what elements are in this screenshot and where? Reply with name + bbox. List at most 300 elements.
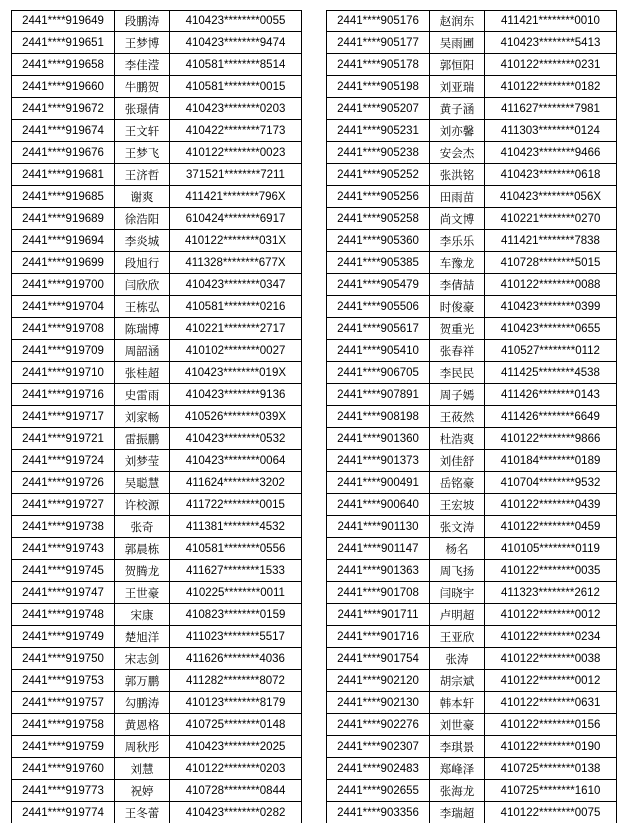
account-number-cell: 2441****919726 [12, 472, 115, 494]
id-number-cell: 410423********9136 [170, 384, 302, 406]
table-row [327, 76, 617, 98]
table-row [12, 340, 302, 362]
table-row [12, 494, 302, 516]
name-cell: 许校源 [115, 494, 170, 516]
table-row [12, 604, 302, 626]
id-number-cell: 410225********0011 [170, 582, 302, 604]
id-number-cell: 410725********1610 [485, 780, 617, 802]
id-number-cell: 411381********4532 [170, 516, 302, 538]
name-cell: 贺腾龙 [115, 560, 170, 582]
table-row [12, 142, 302, 164]
account-number-cell: 2441****905360 [327, 230, 430, 252]
id-number-cell: 410221********2717 [170, 318, 302, 340]
name-cell: 刘佳舒 [430, 450, 485, 472]
table-row [327, 362, 617, 384]
account-number-cell: 2441****905231 [327, 120, 430, 142]
id-number-cell: 410423********0203 [170, 98, 302, 120]
account-number-cell: 2441****905176 [327, 11, 430, 32]
name-cell: 李乐乐 [430, 230, 485, 252]
account-number-cell: 2441****919749 [12, 626, 115, 648]
name-cell: 刘慧 [115, 758, 170, 780]
name-cell: 刘家畅 [115, 406, 170, 428]
name-cell: 黄恩格 [115, 714, 170, 736]
name-cell: 闫欣欣 [115, 274, 170, 296]
name-cell: 李倩喆 [430, 274, 485, 296]
id-number-cell: 410526********039X [170, 406, 302, 428]
account-number-cell: 2441****919760 [12, 758, 115, 780]
name-cell: 张春祥 [430, 340, 485, 362]
id-number-cell: 610424********6917 [170, 208, 302, 230]
account-number-cell: 2441****919717 [12, 406, 115, 428]
name-cell: 岳铭豪 [430, 472, 485, 494]
id-number-cell: 410704********9532 [485, 472, 617, 494]
name-cell: 张涛 [430, 648, 485, 670]
table-row [327, 208, 617, 230]
name-cell: 王莜然 [430, 406, 485, 428]
name-cell: 卢明超 [430, 604, 485, 626]
name-cell: 李佳滢 [115, 54, 170, 76]
id-number-cell: 410122********0459 [485, 516, 617, 538]
name-cell: 刘梦莹 [115, 450, 170, 472]
id-number-cell: 410122********0075 [485, 802, 617, 824]
account-number-cell: 2441****901716 [327, 626, 430, 648]
name-cell: 宋康 [115, 604, 170, 626]
name-cell: 胡宗斌 [430, 670, 485, 692]
roster-table-left [11, 10, 302, 824]
account-number-cell: 2441****919757 [12, 692, 115, 714]
name-cell: 吴雨圃 [430, 32, 485, 54]
id-number-cell: 410122********0203 [170, 758, 302, 780]
id-number-cell: 410423********0347 [170, 274, 302, 296]
name-cell: 刘亚瑞 [430, 76, 485, 98]
table-row [327, 164, 617, 186]
account-number-cell: 2441****908198 [327, 406, 430, 428]
table-row [327, 11, 617, 32]
table-row [327, 230, 617, 252]
id-number-cell: 410728********0844 [170, 780, 302, 802]
name-cell: 陈瑞博 [115, 318, 170, 340]
table-row [327, 582, 617, 604]
account-number-cell: 2441****919759 [12, 736, 115, 758]
table-row [12, 626, 302, 648]
id-number-cell: 410122********0088 [485, 274, 617, 296]
id-number-cell: 411328********677X [170, 252, 302, 274]
id-number-cell: 410123********8179 [170, 692, 302, 714]
table-row [12, 384, 302, 406]
account-number-cell: 2441****900491 [327, 472, 430, 494]
account-number-cell: 2441****919704 [12, 296, 115, 318]
account-number-cell: 2441****919658 [12, 54, 115, 76]
table-row [12, 714, 302, 736]
name-cell: 周飞扬 [430, 560, 485, 582]
name-cell: 韩本轩 [430, 692, 485, 714]
account-number-cell: 2441****901708 [327, 582, 430, 604]
account-number-cell: 2441****919747 [12, 582, 115, 604]
table-row [12, 538, 302, 560]
account-number-cell: 2441****905177 [327, 32, 430, 54]
account-number-cell: 2441****919753 [12, 670, 115, 692]
table-row [12, 582, 302, 604]
table-row [327, 714, 617, 736]
account-number-cell: 2441****919745 [12, 560, 115, 582]
name-cell: 时俊豪 [430, 296, 485, 318]
name-cell: 郭万鹏 [115, 670, 170, 692]
name-cell: 张璟倩 [115, 98, 170, 120]
name-cell: 李民民 [430, 362, 485, 384]
name-cell: 谢爽 [115, 186, 170, 208]
id-number-cell: 411426********6649 [485, 406, 617, 428]
table-row [327, 758, 617, 780]
account-number-cell: 2441****905207 [327, 98, 430, 120]
account-number-cell: 2441****919699 [12, 252, 115, 274]
account-number-cell: 2441****919738 [12, 516, 115, 538]
name-cell: 安会杰 [430, 142, 485, 164]
name-cell: 徐浩阳 [115, 208, 170, 230]
name-cell: 段鹏涛 [115, 11, 170, 32]
id-number-cell: 410122********0182 [485, 76, 617, 98]
table-row [327, 32, 617, 54]
name-cell: 张海龙 [430, 780, 485, 802]
table-row [12, 120, 302, 142]
account-number-cell: 2441****919672 [12, 98, 115, 120]
name-cell: 刘世豪 [430, 714, 485, 736]
table-row [12, 186, 302, 208]
id-number-cell: 410423********019X [170, 362, 302, 384]
id-number-cell: 410527********0112 [485, 340, 617, 362]
table-row [12, 406, 302, 428]
account-number-cell: 2441****905198 [327, 76, 430, 98]
account-number-cell: 2441****919708 [12, 318, 115, 340]
page-bottom-edge [0, 823, 635, 830]
table-row [327, 670, 617, 692]
name-cell: 郭恒阳 [430, 54, 485, 76]
table-row [12, 98, 302, 120]
table-row [12, 54, 302, 76]
id-number-cell: 410423********0618 [485, 164, 617, 186]
name-cell: 张洪铭 [430, 164, 485, 186]
id-number-cell: 410423********0399 [485, 296, 617, 318]
table-row [327, 54, 617, 76]
table-row [12, 11, 302, 32]
table-row [327, 274, 617, 296]
id-number-cell: 410102********0027 [170, 340, 302, 362]
id-number-cell: 411624********3202 [170, 472, 302, 494]
account-number-cell: 2441****900640 [327, 494, 430, 516]
account-number-cell: 2441****919709 [12, 340, 115, 362]
table-row [12, 560, 302, 582]
table-row [12, 670, 302, 692]
table-row [327, 648, 617, 670]
id-number-cell: 410122********031X [170, 230, 302, 252]
table-row [327, 472, 617, 494]
account-number-cell: 2441****902483 [327, 758, 430, 780]
name-cell: 闫晓宇 [430, 582, 485, 604]
table-row [327, 692, 617, 714]
account-number-cell: 2441****905252 [327, 164, 430, 186]
account-number-cell: 2441****919681 [12, 164, 115, 186]
id-number-cell: 411421********7838 [485, 230, 617, 252]
table-row [12, 780, 302, 802]
table-row [12, 296, 302, 318]
id-number-cell: 410423********0532 [170, 428, 302, 450]
table-row [12, 692, 302, 714]
name-cell: 王冬蕾 [115, 802, 170, 824]
account-number-cell: 2441****919649 [12, 11, 115, 32]
table-row [327, 120, 617, 142]
id-number-cell: 410423********0655 [485, 318, 617, 340]
table-row [327, 736, 617, 758]
table-row [327, 252, 617, 274]
table-row [12, 230, 302, 252]
table-row [12, 758, 302, 780]
name-cell: 宋志剑 [115, 648, 170, 670]
name-cell: 赵润东 [430, 11, 485, 32]
account-number-cell: 2441****905256 [327, 186, 430, 208]
id-number-cell: 411722********0015 [170, 494, 302, 516]
id-number-cell: 410423********056X [485, 186, 617, 208]
name-cell: 牛鹏贺 [115, 76, 170, 98]
account-number-cell: 2441****919674 [12, 120, 115, 142]
account-number-cell: 2441****919710 [12, 362, 115, 384]
id-number-cell: 410122********0038 [485, 648, 617, 670]
table-row [12, 252, 302, 274]
id-number-cell: 410581********8514 [170, 54, 302, 76]
table-row [327, 626, 617, 648]
id-number-cell: 411425********4538 [485, 362, 617, 384]
table-row [12, 208, 302, 230]
name-cell: 田雨苗 [430, 186, 485, 208]
name-cell: 张奇 [115, 516, 170, 538]
id-number-cell: 410423********0064 [170, 450, 302, 472]
name-cell: 黄子涵 [430, 98, 485, 120]
account-number-cell: 2441****919724 [12, 450, 115, 472]
name-cell: 杜浩爽 [430, 428, 485, 450]
table-row [12, 76, 302, 98]
id-number-cell: 410725********0148 [170, 714, 302, 736]
account-number-cell: 2441****919721 [12, 428, 115, 450]
id-number-cell: 410122********0012 [485, 670, 617, 692]
name-cell: 王宏坡 [430, 494, 485, 516]
account-number-cell: 2441****906705 [327, 362, 430, 384]
roster-table-right-body [327, 11, 617, 824]
table-row [327, 318, 617, 340]
id-number-cell: 411626********4036 [170, 648, 302, 670]
name-cell: 祝婷 [115, 780, 170, 802]
id-number-cell: 410823********0159 [170, 604, 302, 626]
id-number-cell: 410221********0270 [485, 208, 617, 230]
table-row [327, 406, 617, 428]
account-number-cell: 2441****919748 [12, 604, 115, 626]
id-number-cell: 410122********0439 [485, 494, 617, 516]
account-number-cell: 2441****902655 [327, 780, 430, 802]
account-number-cell: 2441****919700 [12, 274, 115, 296]
id-number-cell: 410423********0282 [170, 802, 302, 824]
table-row [12, 802, 302, 824]
account-number-cell: 2441****901130 [327, 516, 430, 538]
name-cell: 李瑞超 [430, 802, 485, 824]
account-number-cell: 2441****902120 [327, 670, 430, 692]
name-cell: 段旭行 [115, 252, 170, 274]
name-cell: 勾鹏涛 [115, 692, 170, 714]
table-row [327, 186, 617, 208]
account-number-cell: 2441****919694 [12, 230, 115, 252]
id-number-cell: 410423********9466 [485, 142, 617, 164]
name-cell: 车豫龙 [430, 252, 485, 274]
id-number-cell: 410122********0631 [485, 692, 617, 714]
table-row [327, 142, 617, 164]
roster-table-left-body [12, 11, 302, 824]
account-number-cell: 2441****919774 [12, 802, 115, 824]
name-cell: 王栋弘 [115, 296, 170, 318]
name-cell: 王亚欣 [430, 626, 485, 648]
id-number-cell: 371521********7211 [170, 164, 302, 186]
table-row [327, 780, 617, 802]
id-number-cell: 411421********0010 [485, 11, 617, 32]
account-number-cell: 2441****901373 [327, 450, 430, 472]
id-number-cell: 410122********0156 [485, 714, 617, 736]
table-row [327, 340, 617, 362]
account-number-cell: 2441****901147 [327, 538, 430, 560]
name-cell: 楚旭洋 [115, 626, 170, 648]
id-number-cell: 411282********8072 [170, 670, 302, 692]
id-number-cell: 411627********1533 [170, 560, 302, 582]
id-number-cell: 410122********0190 [485, 736, 617, 758]
account-number-cell: 2441****901711 [327, 604, 430, 626]
table-row [12, 472, 302, 494]
name-cell: 张桂超 [115, 362, 170, 384]
account-number-cell: 2441****919651 [12, 32, 115, 54]
table-row [327, 450, 617, 472]
id-number-cell: 410422********7173 [170, 120, 302, 142]
account-number-cell: 2441****919685 [12, 186, 115, 208]
table-row [12, 428, 302, 450]
account-number-cell: 2441****919750 [12, 648, 115, 670]
account-number-cell: 2441****919716 [12, 384, 115, 406]
table-row [12, 648, 302, 670]
id-number-cell: 410581********0015 [170, 76, 302, 98]
name-cell: 郑峰泽 [430, 758, 485, 780]
account-number-cell: 2441****919689 [12, 208, 115, 230]
roster-table-right [326, 10, 617, 824]
name-cell: 王梦博 [115, 32, 170, 54]
table-row [327, 428, 617, 450]
table-row [327, 494, 617, 516]
id-number-cell: 411627********7981 [485, 98, 617, 120]
name-cell: 王文轩 [115, 120, 170, 142]
name-cell: 杨名 [430, 538, 485, 560]
id-number-cell: 410122********0035 [485, 560, 617, 582]
id-number-cell: 410423********2025 [170, 736, 302, 758]
name-cell: 王梦飞 [115, 142, 170, 164]
account-number-cell: 2441****905178 [327, 54, 430, 76]
name-cell: 王济哲 [115, 164, 170, 186]
name-cell: 张文涛 [430, 516, 485, 538]
id-number-cell: 411323********2612 [485, 582, 617, 604]
account-number-cell: 2441****905506 [327, 296, 430, 318]
id-number-cell: 410725********0138 [485, 758, 617, 780]
id-number-cell: 410581********0216 [170, 296, 302, 318]
account-number-cell: 2441****919743 [12, 538, 115, 560]
id-number-cell: 410105********0119 [485, 538, 617, 560]
account-number-cell: 2441****905617 [327, 318, 430, 340]
id-number-cell: 411303********0124 [485, 120, 617, 142]
id-number-cell: 411421********796X [170, 186, 302, 208]
name-cell: 雷振鹏 [115, 428, 170, 450]
name-cell: 刘亦馨 [430, 120, 485, 142]
account-number-cell: 2441****905385 [327, 252, 430, 274]
id-number-cell: 410423********5413 [485, 32, 617, 54]
id-number-cell: 411426********0143 [485, 384, 617, 406]
account-number-cell: 2441****919727 [12, 494, 115, 516]
table-row [12, 450, 302, 472]
table-row [327, 516, 617, 538]
name-cell: 周韶涵 [115, 340, 170, 362]
account-number-cell: 2441****901363 [327, 560, 430, 582]
id-number-cell: 410728********5015 [485, 252, 617, 274]
table-row [327, 604, 617, 626]
id-number-cell: 410122********9866 [485, 428, 617, 450]
name-cell: 周子嫣 [430, 384, 485, 406]
table-row [12, 362, 302, 384]
id-number-cell: 410122********0231 [485, 54, 617, 76]
name-cell: 郭晨栋 [115, 538, 170, 560]
id-number-cell: 410423********0055 [170, 11, 302, 32]
account-number-cell: 2441****905238 [327, 142, 430, 164]
account-number-cell: 2441****905410 [327, 340, 430, 362]
account-number-cell: 2441****902307 [327, 736, 430, 758]
account-number-cell: 2441****919758 [12, 714, 115, 736]
table-row [12, 32, 302, 54]
table-row [327, 384, 617, 406]
account-number-cell: 2441****907891 [327, 384, 430, 406]
account-number-cell: 2441****901754 [327, 648, 430, 670]
name-cell: 贺重光 [430, 318, 485, 340]
account-number-cell: 2441****905258 [327, 208, 430, 230]
account-number-cell: 2441****901360 [327, 428, 430, 450]
account-number-cell: 2441****919676 [12, 142, 115, 164]
account-number-cell: 2441****902130 [327, 692, 430, 714]
table-row [12, 164, 302, 186]
name-cell: 史雷雨 [115, 384, 170, 406]
name-cell: 李琪景 [430, 736, 485, 758]
id-number-cell: 410581********0556 [170, 538, 302, 560]
account-number-cell: 2441****919773 [12, 780, 115, 802]
table-row [327, 98, 617, 120]
id-number-cell: 410122********0012 [485, 604, 617, 626]
id-number-cell: 410122********0234 [485, 626, 617, 648]
table-row [327, 296, 617, 318]
table-row [327, 802, 617, 824]
table-row [327, 538, 617, 560]
table-row [327, 560, 617, 582]
name-cell: 王世豪 [115, 582, 170, 604]
account-number-cell: 2441****919660 [12, 76, 115, 98]
table-row [12, 736, 302, 758]
account-number-cell: 2441****905479 [327, 274, 430, 296]
table-row [12, 274, 302, 296]
table-row [12, 318, 302, 340]
id-number-cell: 410423********9474 [170, 32, 302, 54]
id-number-cell: 410184********0189 [485, 450, 617, 472]
id-number-cell: 410122********0023 [170, 142, 302, 164]
name-cell: 尚文博 [430, 208, 485, 230]
name-cell: 周秋彤 [115, 736, 170, 758]
table-row [12, 516, 302, 538]
id-number-cell: 411023********5517 [170, 626, 302, 648]
account-number-cell: 2441****903356 [327, 802, 430, 824]
account-number-cell: 2441****902276 [327, 714, 430, 736]
name-cell: 李炎城 [115, 230, 170, 252]
